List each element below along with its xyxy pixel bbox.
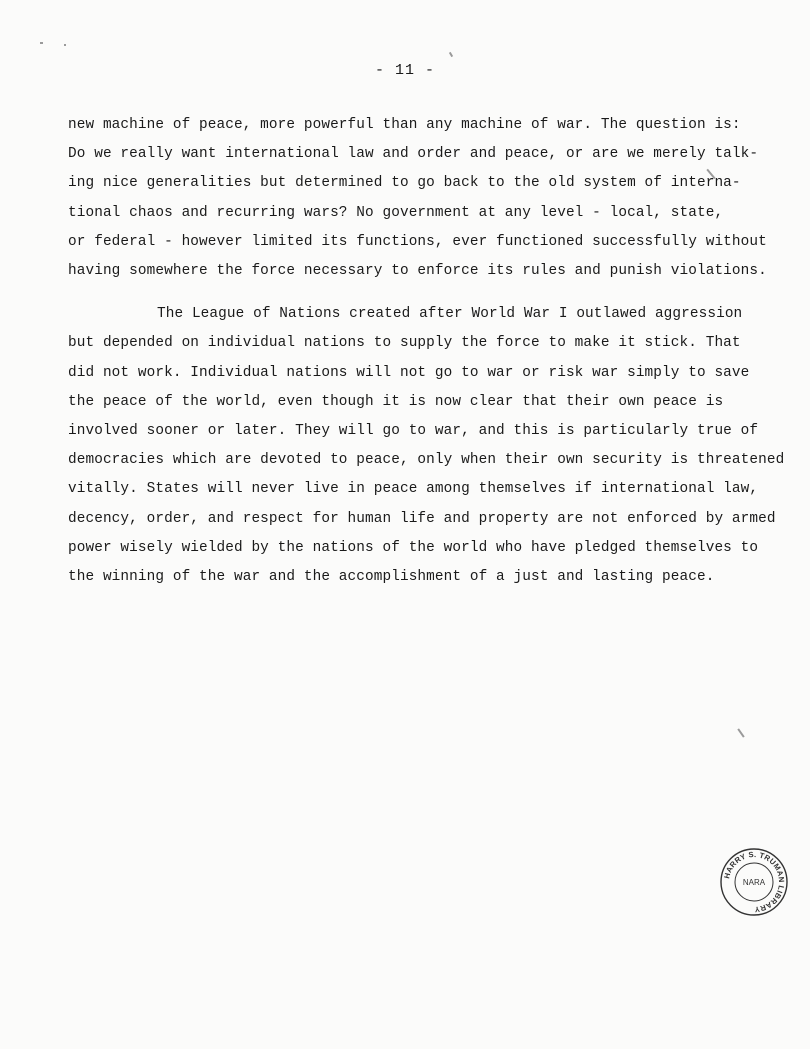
text-line: the winning of the war and the accomplishment of a just and lasting peace. [68,569,715,586]
paragraph-1 [68,111,767,286]
scan-speck [40,42,43,44]
text-line: new machine of peace, more powerful than any machine of war. The question is: [68,117,741,133]
paragraph-2 [68,300,785,592]
stamp-outer-text: HARRY S. TRUMAN LIBRARY [722,849,787,915]
text-line: or federal - however limited its functions, ever functioned successfully without [68,233,767,250]
scan-speck [737,728,744,737]
text-line: ing nice generalities but determined to go back to the old system of interna- [68,175,741,192]
text-line: democracies which are devoted to peace, only when their own security is threatened [68,452,785,469]
paragraph-gap [68,286,748,300]
text-line: Do we really want international law and order and peace, or are we merely talk- [68,146,759,163]
library-seal-icon [718,846,790,918]
scan-speck [449,52,453,57]
text-line: the peace of the world, even though it is now clear that their own peace is [68,393,724,410]
scan-speck [64,44,66,46]
text-line: tional chaos and recurring wars? No government at any level - local, state, [68,204,724,221]
page-number: - 11 - [374,62,435,79]
text-line: but depended on individual nations to supply the force to make it stick. That [68,335,741,352]
text-line: decency, order, and respect for human life and property are not enforced by armed [68,510,776,527]
text-line: power wisely wielded by the nations of the world who have pledged themselves to [68,539,759,556]
document-body [68,111,785,592]
library-stamp [718,846,790,918]
text-line: vitally. States will never live in peace among themselves if international law, [68,481,759,498]
text-line: having somewhere the force necessary to enforce its rules and punish violations. [68,263,767,280]
stamp-inner-text: NARA [742,878,766,887]
text-line: did not work. Individual nations will not go to war or risk war simply to save [68,364,750,381]
text-line: involved sooner or later. They will go to war, and this is particularly true of [68,423,759,440]
text-line: The League of Nations created after World War I outlawed aggression [157,306,743,323]
